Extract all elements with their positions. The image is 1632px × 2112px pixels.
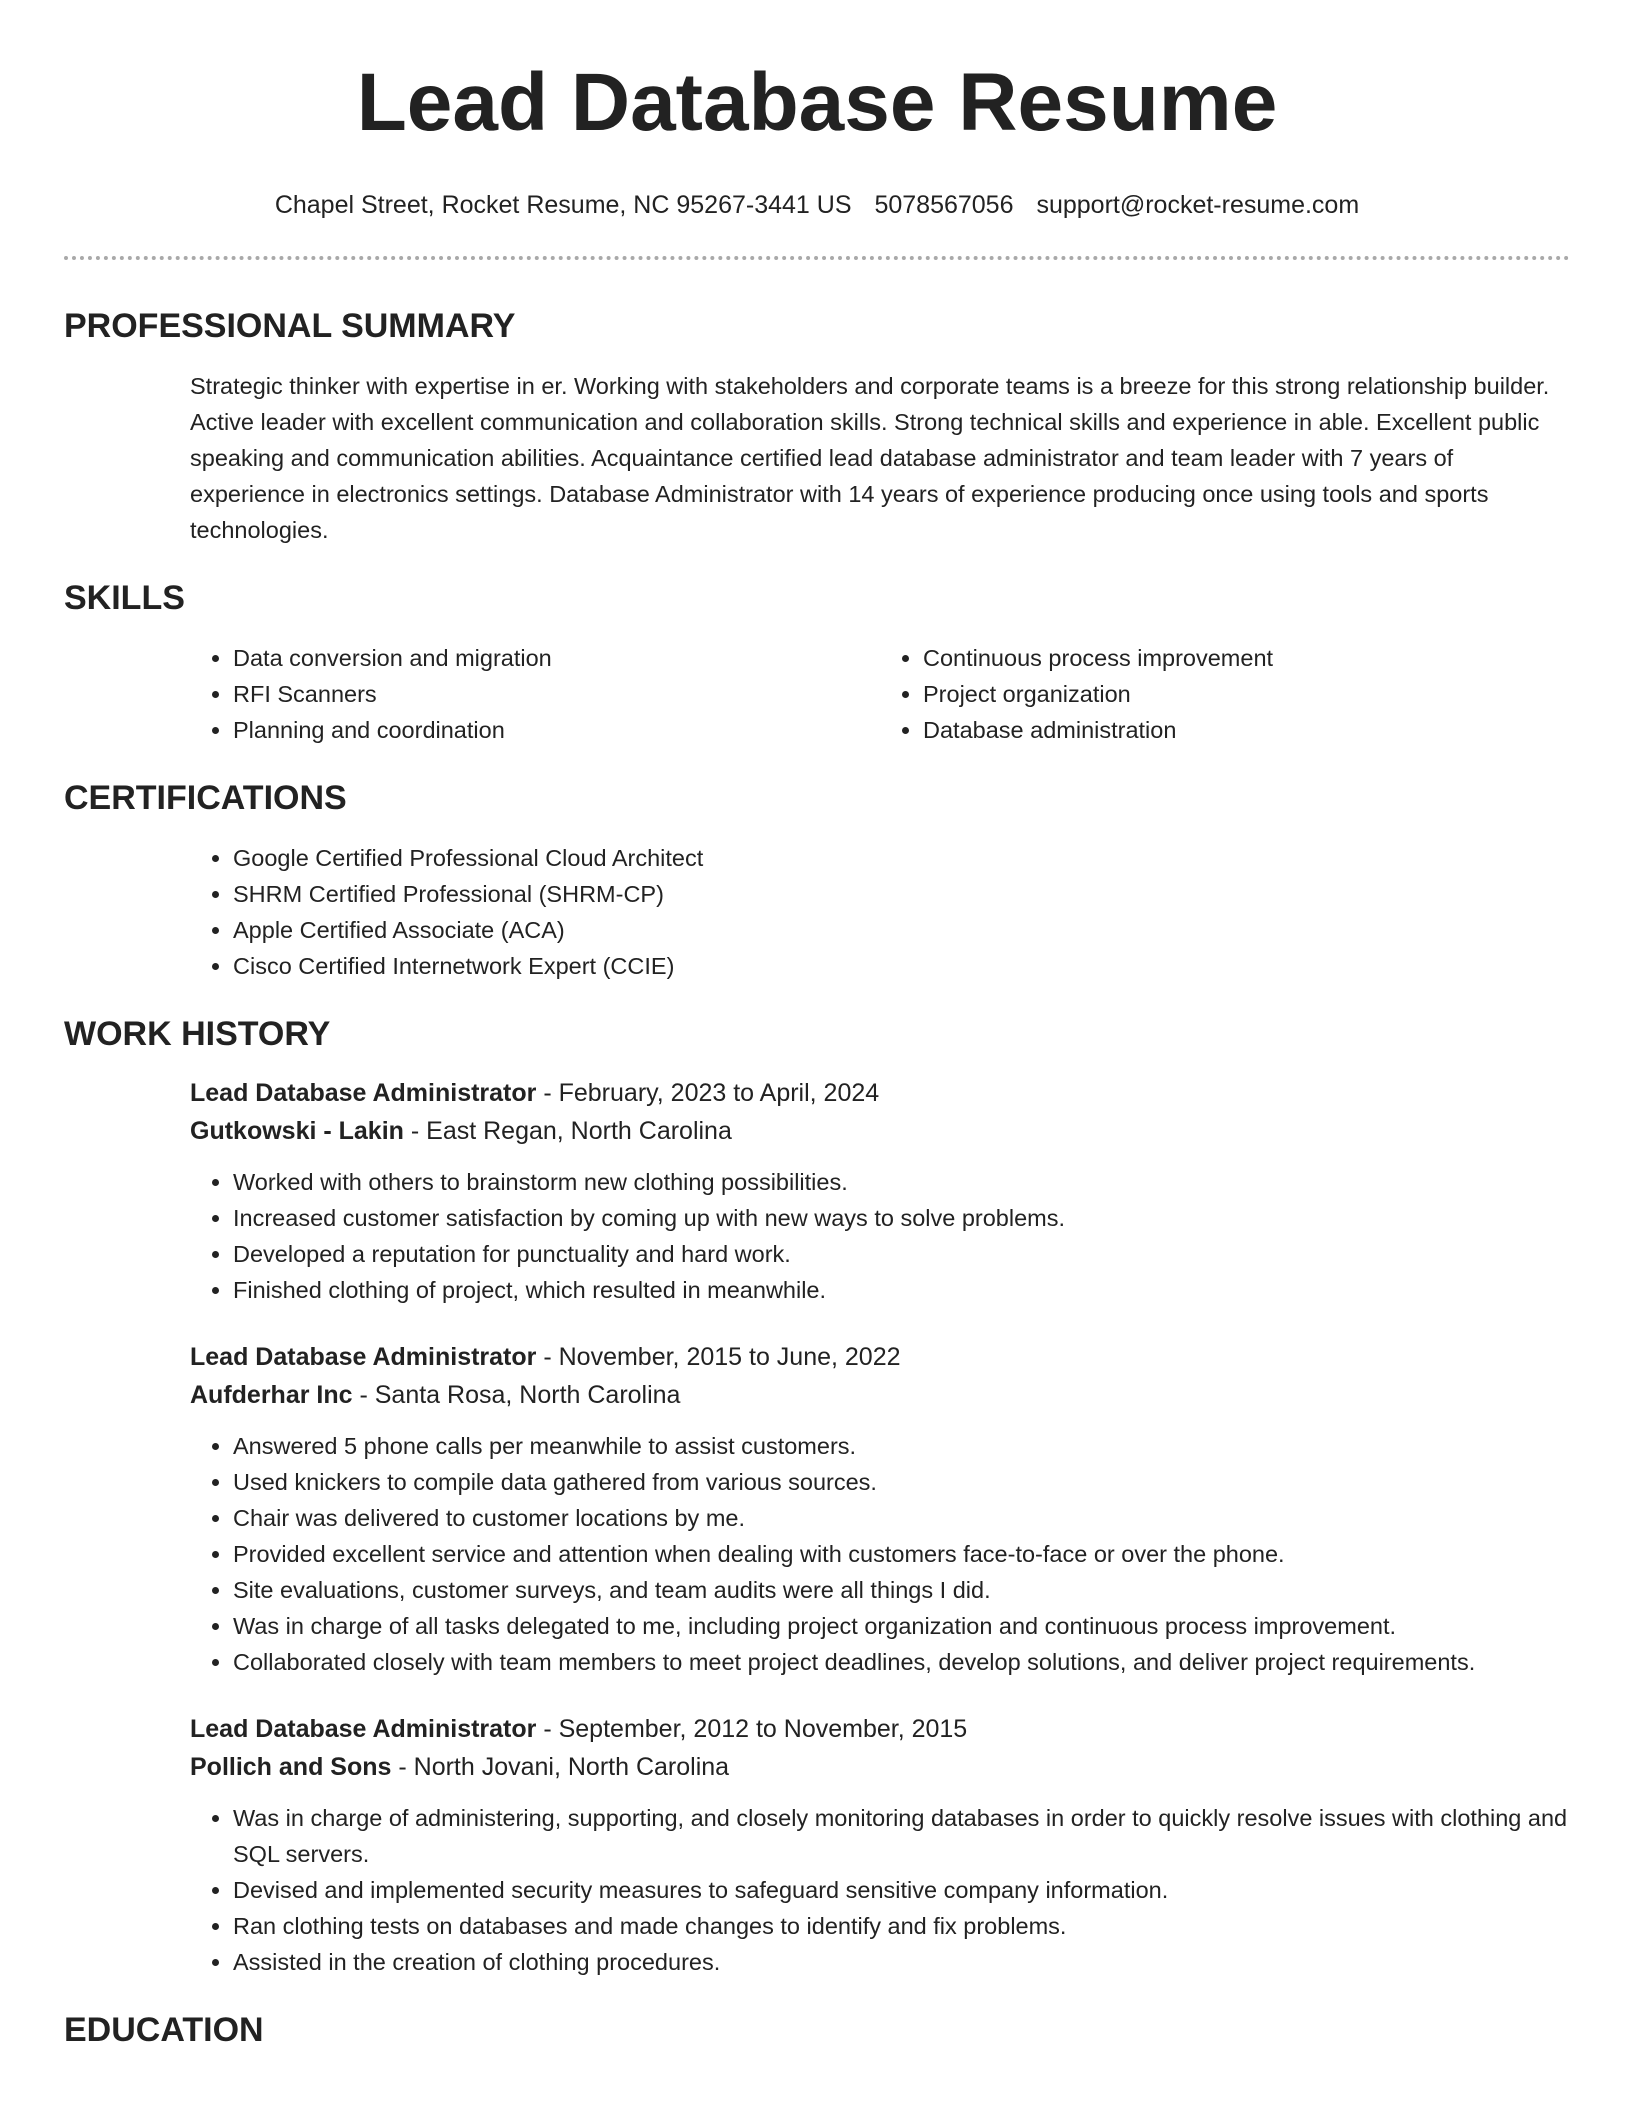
skill-item: • Database administration <box>923 712 1570 748</box>
education-section <box>64 2010 1570 2050</box>
job-bullet: • Finished clothing of project, which resulted in meanwhile. <box>233 1272 1570 1308</box>
work-heading: WORK HISTORY <box>64 1015 331 1053</box>
certifications-section <box>64 778 1570 984</box>
job-company-line <box>190 1748 1570 1786</box>
job-entry <box>190 1710 1570 1980</box>
skills-heading: SKILLS <box>64 579 185 617</box>
skill-item: • Project organization <box>923 676 1570 712</box>
job-company-line <box>190 1376 1570 1414</box>
job-bullets <box>190 1800 1570 1980</box>
skill-item: • Data conversion and migration <box>233 640 880 676</box>
contact-address: Chapel Street, Rocket Resume, NC 95267-3441 US <box>274 191 852 219</box>
job-bullet: • Was in charge of administering, supporting, and closely monitoring databases in order to quickly resolve issues with clothing and SQL servers. <box>233 1800 1570 1872</box>
job-bullet: • Provided excellent service and attention when dealing with customers face-to-face or over the phone. <box>233 1536 1570 1572</box>
job-company: Pollich and Sons <box>190 1753 392 1781</box>
job-bullet: • Answered 5 phone calls per meanwhile to assist customers. <box>233 1428 1570 1464</box>
work-section <box>64 1014 1570 1980</box>
job-bullet: • Developed a reputation for punctuality and hard work. <box>233 1236 1570 1272</box>
contact-phone: 5078567056 <box>874 191 1014 219</box>
job-title: Lead Database Administrator <box>190 1715 537 1743</box>
job-bullet: • Ran clothing tests on databases and made changes to identify and fix problems. <box>233 1908 1570 1944</box>
job-bullet: • Increased customer satisfaction by coming up with new ways to solve problems. <box>233 1200 1570 1236</box>
job-bullet: • Assisted in the creation of clothing procedures. <box>233 1944 1570 1980</box>
skill-item: • Continuous process improvement <box>923 640 1570 676</box>
job-dates: - February, 2023 to April, 2024 <box>536 1079 880 1107</box>
job-title-line <box>190 1338 1570 1376</box>
job-title: Lead Database Administrator <box>190 1343 537 1371</box>
job-entry <box>190 1338 1570 1680</box>
certification-item: • Apple Certified Associate (ACA) <box>233 912 1570 948</box>
certification-item: • Cisco Certified Internetwork Expert (CCIE) <box>233 948 1570 984</box>
skills-right-list <box>880 640 1570 748</box>
skills-left-list <box>190 640 880 748</box>
certifications-heading: CERTIFICATIONS <box>64 779 347 817</box>
job-title-line <box>190 1074 1570 1112</box>
job-bullets <box>190 1428 1570 1680</box>
certifications-body <box>190 840 1570 984</box>
certification-item: • Google Certified Professional Cloud Architect <box>233 840 1570 876</box>
skill-item: • RFI Scanners <box>233 676 880 712</box>
job-location: - North Jovani, North Carolina <box>391 1753 730 1781</box>
job-title: Lead Database Administrator <box>190 1079 537 1107</box>
job-bullet: • Worked with others to brainstorm new clothing possibilities. <box>233 1164 1570 1200</box>
certification-item: • SHRM Certified Professional (SHRM-CP) <box>233 876 1570 912</box>
certifications-list <box>190 840 1570 984</box>
job-bullet: • Devised and implemented security measures to safeguard sensitive company information. <box>233 1872 1570 1908</box>
resume-page <box>64 0 1570 2050</box>
job-bullets <box>190 1164 1570 1308</box>
skills-section <box>64 578 1570 748</box>
job-bullet: • Site evaluations, customer surveys, and team audits were all things I did. <box>233 1572 1570 1608</box>
education-heading: EDUCATION <box>64 2011 264 2049</box>
job-bullet: • Used knickers to compile data gathered from various sources. <box>233 1464 1570 1500</box>
job-location: - Santa Rosa, North Carolina <box>352 1381 681 1409</box>
skill-item: • Planning and coordination <box>233 712 880 748</box>
job-bullet: • Was in charge of all tasks delegated to me, including project organization and continuous process improvement. <box>233 1608 1570 1644</box>
skills-grid <box>190 640 1570 748</box>
job-company: Gutkowski - Lakin <box>190 1117 404 1145</box>
contact-email: support@rocket-resume.com <box>1036 191 1360 219</box>
header-divider <box>64 256 1570 260</box>
job-location: - East Regan, North Carolina <box>403 1117 732 1145</box>
job-company: Aufderhar Inc <box>190 1381 353 1409</box>
job-dates: - September, 2012 to November, 2015 <box>536 1715 968 1743</box>
job-bullet: • Chair was delivered to customer locations by me. <box>233 1500 1570 1536</box>
job-dates: - November, 2015 to June, 2022 <box>536 1343 901 1371</box>
summary-section <box>64 306 1570 548</box>
contact-line <box>64 190 1570 220</box>
job-title-line <box>190 1710 1570 1748</box>
resume-title: Lead Database Resume <box>356 57 1278 148</box>
summary-text: Strategic thinker with expertise in er. Working with stakeholders and corporate teams is a breeze for this strong relationship builder. Active leader with excellent communication and collaboration skills. Strong technical skills and experience in able. Excellent public speaking and communication abilities. Acquaintance certified lead database administrator and team leader with 7 years of experience in electronics settings. Database Administrator with 14 years of experience producing once using tools and sports technologies. <box>190 373 1550 543</box>
job-entry <box>190 1074 1570 1308</box>
job-bullet: • Collaborated closely with team members to meet project deadlines, develop solutions, and deliver project requirements. <box>233 1644 1570 1680</box>
summary-heading: PROFESSIONAL SUMMARY <box>64 307 516 345</box>
job-company-line <box>190 1112 1570 1150</box>
